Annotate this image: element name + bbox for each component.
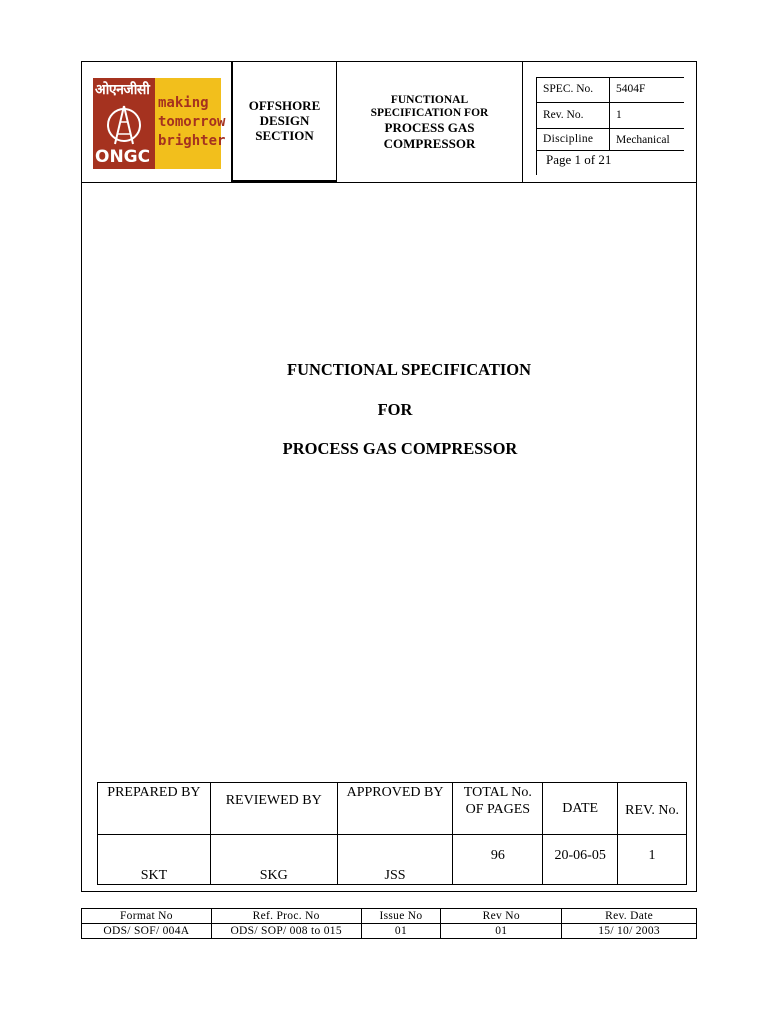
rev-no-value: 1 — [616, 109, 622, 121]
signoff-value: JSS — [337, 835, 453, 885]
document-title-for: FOR — [377, 400, 413, 419]
logo-brand: ONGC — [95, 147, 151, 167]
signoff-value: 96 — [453, 835, 543, 885]
header-title-line: FUNCTIONAL — [390, 94, 469, 106]
spec-no-label: SPEC. No. — [543, 83, 594, 95]
signoff-header: DATE — [543, 783, 618, 835]
logo-hindi-text: ओएनजीसी — [95, 82, 150, 98]
signoff-value: SKG — [210, 835, 337, 885]
format-value: ODS/ SOF/ 004A — [82, 924, 212, 939]
signoff-header: PREPARED BY — [98, 783, 211, 835]
logo-tagline-2: tomorrow — [158, 114, 226, 130]
section-line: DESIGN — [259, 113, 310, 128]
format-value: 15/ 10/ 2003 — [562, 924, 697, 939]
format-value: 01 — [361, 924, 441, 939]
signoff-value: SKT — [98, 835, 211, 885]
header-divider — [81, 182, 697, 183]
signoff-value: 20-06-05 — [543, 835, 618, 885]
format-header: Format No — [82, 909, 212, 924]
format-value: 01 — [441, 924, 562, 939]
spec-no-value: 5404F — [616, 83, 646, 95]
document-subtitle: PROCESS GAS COMPRESSOR — [282, 439, 518, 458]
format-table — [81, 908, 697, 939]
table-row — [98, 835, 687, 885]
header-title-line: SPECIFICATION FOR — [370, 107, 489, 119]
section-name — [233, 98, 336, 143]
document-title: FUNCTIONAL SPECIFICATION — [286, 360, 532, 379]
format-header: Rev No — [441, 909, 562, 924]
format-header: Ref. Proc. No — [211, 909, 361, 924]
discipline-value: Mechanical — [616, 134, 670, 146]
table-row — [82, 924, 697, 939]
signoff-table — [97, 782, 687, 885]
discipline-label: Discipline — [543, 133, 594, 145]
page-number: Page 1 of 21 — [546, 152, 612, 167]
header-shadow — [232, 180, 337, 182]
signoff-header: REV. No. — [618, 783, 687, 835]
spec-line — [536, 128, 684, 129]
format-header: Rev. Date — [562, 909, 697, 924]
format-value: ODS/ SOP/ 008 to 015 — [211, 924, 361, 939]
signoff-header: TOTAL No. OF PAGES — [453, 783, 543, 835]
ongc-logo — [93, 78, 226, 169]
signoff-value: 1 — [618, 835, 687, 885]
section-line: SECTION — [255, 128, 314, 143]
spec-line — [536, 77, 684, 78]
spec-line — [536, 150, 684, 151]
signoff-header: REVIEWED BY — [210, 783, 337, 835]
table-row — [82, 909, 697, 924]
signoff-header: APPROVED BY — [337, 783, 453, 835]
logo-tagline-1: making — [158, 95, 209, 111]
header-title-line: PROCESS GAS — [384, 120, 475, 135]
section-line: OFFSHORE — [248, 98, 321, 113]
page-border — [81, 61, 697, 892]
spec-line — [536, 77, 537, 175]
header-title — [337, 94, 522, 152]
spec-line — [536, 102, 684, 103]
spec-line — [609, 77, 610, 151]
rev-no-label: Rev. No. — [543, 109, 584, 121]
logo-tagline-3: brighter — [158, 133, 226, 149]
table-row — [98, 783, 687, 835]
header-col-divider — [522, 61, 523, 183]
format-header: Issue No — [361, 909, 441, 924]
header-title-line: COMPRESSOR — [383, 136, 476, 151]
